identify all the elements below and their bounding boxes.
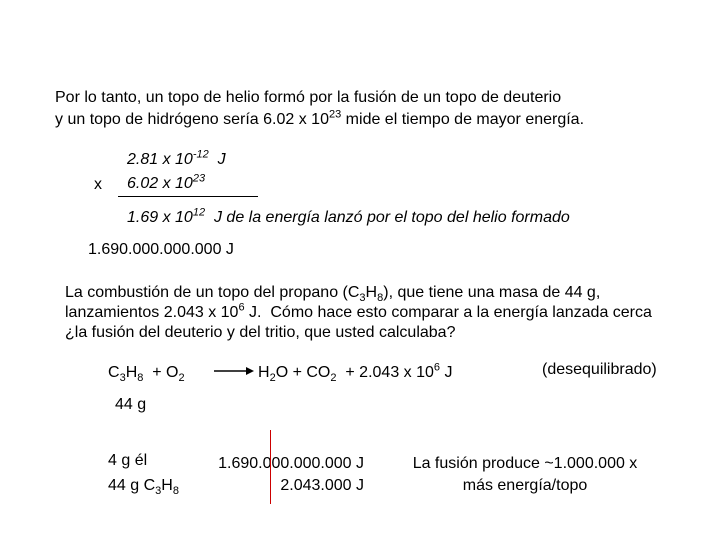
calc-result: 1.69 x $10^{12}$ J de la energía lanzó por el topo del helio formado [127, 206, 570, 226]
conclusion-line-2: más energía/topo [462, 477, 588, 494]
ratio-left-top: 4 g él [108, 452, 148, 469]
calc-row-2: 6.02 x $10^{23}$ [127, 172, 206, 192]
cancel-line [270, 430, 271, 504]
intro-line-1: Por lo tanto, un topo de helio formó por la fusión de un topo de deuterio [55, 89, 562, 106]
calc-result-long: 1.690.000.000.000 J [88, 241, 234, 258]
reaction-arrow-icon [214, 364, 254, 378]
question-line-2: lanzamientos 2.043 x $10^6$ J. Cómo hace esto comparar a la energía lanzada cerca [65, 301, 652, 321]
ratio-right-top: 1.690.000.000.000 J [218, 455, 364, 472]
intro-line-2: y un topo de hidrógeno sería 6.02 x $10^{23}$ mide el tiempo de mayor energía. [55, 108, 585, 128]
conclusion-line-1: La fusión produce ~1.000.000 x [412, 455, 638, 472]
question-line-3: ¿la fusión del deuterio y del tritio, que usted calculaba? [65, 324, 456, 341]
multiply-sign: x [94, 176, 102, 193]
equation-mass: 44 g [115, 396, 147, 413]
calc-row-1: 2.81 x $10^{-12}$ J [127, 148, 226, 168]
calc-divider-line [118, 196, 258, 197]
equation-reactants: $C_3H_8 + O_2$ [108, 364, 185, 385]
equation-note: (desequilibrado) [542, 361, 657, 378]
ratio-right-bottom: 2.043.000 J [280, 477, 364, 494]
ratio-left-bottom: 44 g $C_3H_8$ [108, 477, 179, 498]
question-line-1: La combustión de un topo del propano $(C_3H_8)$, que tiene una masa de 44 g, [65, 284, 601, 305]
equation-products: $H_2O + CO_2 + 2.043$ x $10^6$ J [258, 361, 453, 385]
